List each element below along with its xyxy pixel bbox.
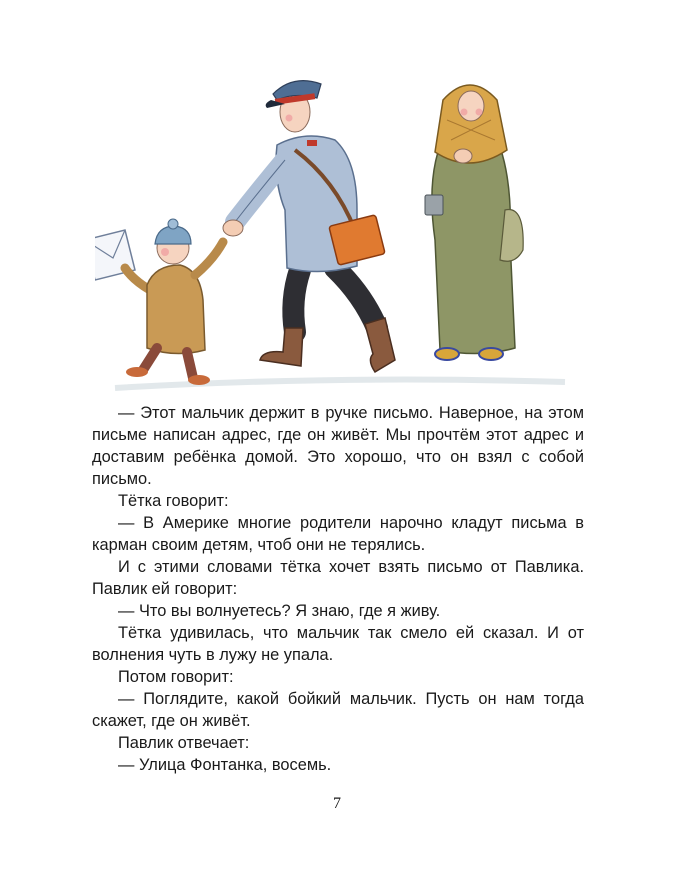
- paragraph: Тётка удивилась, что мальчик так смело ей сказал. И от волнения чуть в лужу не упала.: [92, 624, 584, 664]
- paragraph: Потом говорит:: [118, 668, 234, 686]
- paragraph: — Поглядите, какой бойкий мальчик. Пусть он нам тогда скажет, где он живёт.: [92, 690, 584, 730]
- boy-figure: [95, 219, 223, 385]
- paragraph: И с этими словами тётка хочет взять письмо от Павлика. Павлик ей говорит:: [92, 558, 584, 598]
- postman-figure: [223, 81, 395, 372]
- paragraph: — Этот мальчик держит в ручке письмо. Наверное, на этом письме написан адрес, где он живёт. Мы прочтём этот адрес и доставим ребёнка домой. Это хорошо, что он взял с собой письмо.: [92, 404, 584, 488]
- story-text: [92, 402, 584, 776]
- woman-figure: [425, 85, 523, 360]
- paragraph: — В Америке многие родители нарочно кладут письма в карман своим детям, чтоб они не терялись.: [92, 514, 584, 554]
- illustration: [95, 60, 575, 400]
- page-number: 7: [333, 795, 341, 812]
- paragraph: Тётка говорит:: [118, 492, 229, 510]
- paragraph: — Что вы волнуетесь? Я знаю, где я живу.: [118, 602, 441, 620]
- paragraph: — Улица Фонтанка, восемь.: [118, 756, 332, 774]
- paragraph: Павлик отвечает:: [118, 734, 250, 752]
